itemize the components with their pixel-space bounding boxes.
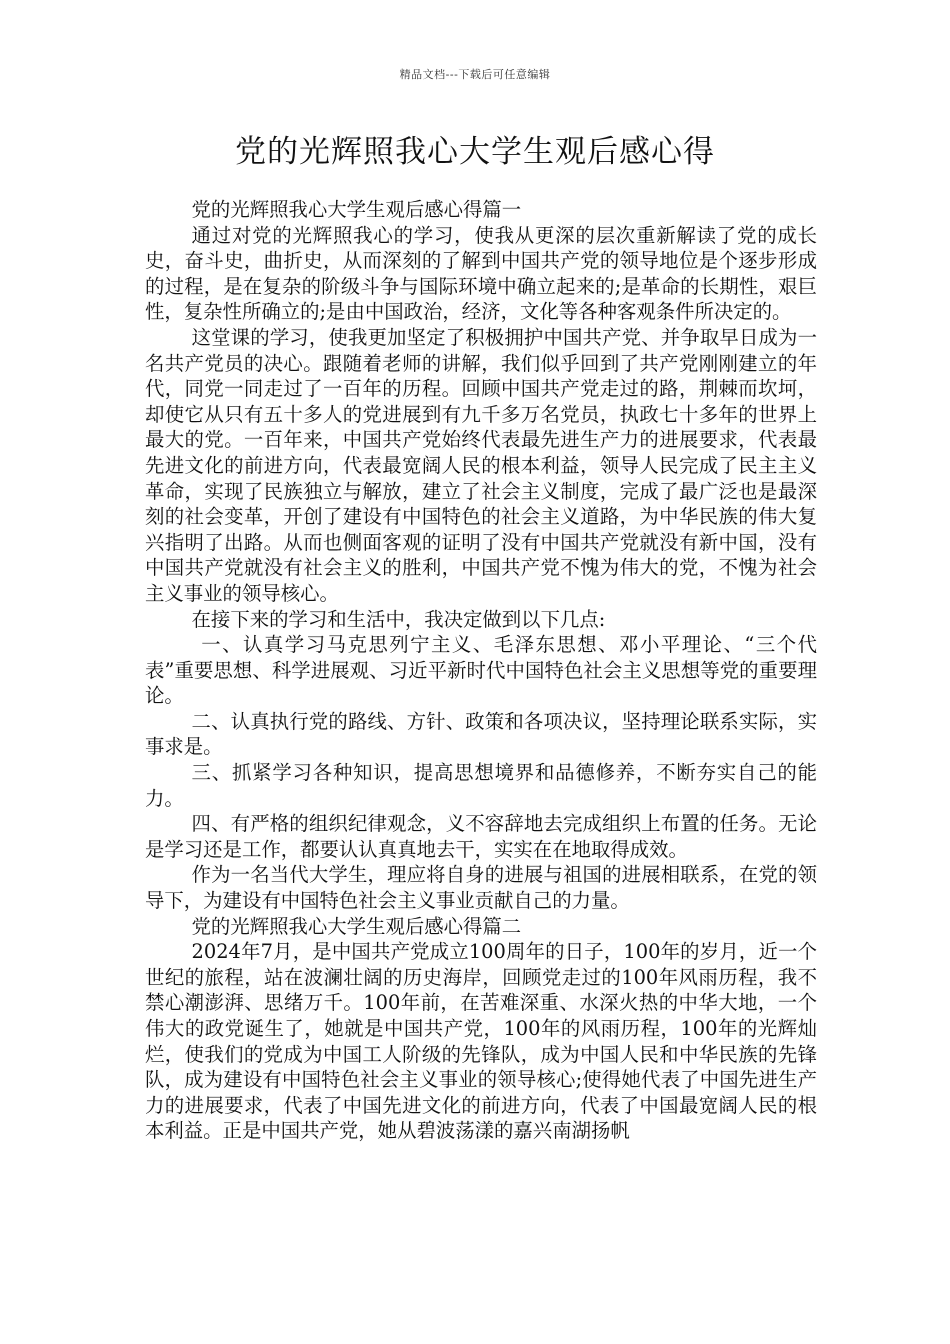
list-item: 一、认真学习马克思列宁主义、毛泽东思想、邓小平理论、“三个代表”重要思想、科学进展观、习近平新时代中国特色社会主义思想等党的重要理论。 <box>145 633 817 708</box>
list-item: 四、有严格的组织纪律观念，义不容辞地去完成组织上布置的任务。无论是学习还是工作，都要认认真真地去干，实实在在地取得成效。 <box>145 812 817 861</box>
section-heading-2: 党的光辉照我心大学生观后感心得篇二 <box>191 914 522 938</box>
header-note: 精品文档---下载后可任意编辑 <box>399 68 551 81</box>
section-heading-1: 党的光辉照我心大学生观后感心得篇一 <box>191 198 522 221</box>
paragraph: 通过对党的光辉照我心的学习，使我从更深的层次重新解读了党的成长史，奋斗史，曲折史，从而深刻的了解到中国共产党的领导地位是个逐步形成的过程，是在复杂的阶级斗争与国际环境中确立起来的;是革命的长期性，艰巨性，复杂性所确立的;是由中国政治，经济，文化等各种客观条件所决定的。 <box>145 223 817 324</box>
paragraph: 这堂课的学习，使我更加坚定了积极拥护中国共产党、并争取早日成为一名共产党员的决心。跟随着老师的讲解，我们似乎回到了共产党刚刚建立的年代，同党一同走过了一百年的历程。回顾中国共产党走过的路，荆棘而坎坷，却使它从只有五十多人的党进展到有九千多万名党员，执政七十多年的世界上最大的党。一百年来，中国共产党始终代表最先进生产力的进展要求，代表最先进文化的前进方向，代表最宽阔人民的根本利益，领导人民完成了民主主义革命，实现了民族独立与解放，建立了社会主义制度，完成了最广泛也是最深刻的社会变革，开创了建设有中国特色的社会主义道路，为中华民族的伟大复兴指明了出路。从而也侧面客观的证明了没有中国共产党就没有新中国，没有中国共产党就没有社会主义的胜利，中国共产党不愧为伟大的党，不愧为社会主义事业的领导核心。 <box>145 325 817 605</box>
paragraph: 在接下来的学习和生活中，我决定做到以下几点: <box>191 607 606 631</box>
document-body <box>145 197 817 1144</box>
paragraph: 2024年7月，是中国共产党成立100周年的日子，100年的岁月，近一个世纪的旅程，站在波澜壮阔的历史海岸，回顾党走过的100年风雨历程，我不禁心潮澎湃、思绪万千。100年前，在苦难深重、水深火热的中华大地，一个伟大的政党诞生了，她就是中国共产党，100年的风雨历程，100年的光辉灿烂，使我们的党成为中国工人阶级的先锋队，成为中国人民和中华民族的先锋队，成为建设有中国特色社会主义事业的领导核心;使得她代表了中国先进生产力的进展要求，代表了中国先进文化的前进方向，代表了中国最宽阔人民的根本利益。正是中国共产党，她从碧波荡漾的嘉兴南湖扬帆 <box>145 940 817 1143</box>
list-item: 二、认真执行党的路线、方针、政策和各项决议，坚持理论联系实际，实事求是。 <box>145 709 817 759</box>
list-item: 三、抓紧学习各种知识，提高思想境界和品德修养，不断夯实自己的能力。 <box>145 761 817 810</box>
document-title: 党的光辉照我心大学生观后感心得 <box>235 134 715 170</box>
paragraph: 作为一名当代大学生，理应将自身的进展与祖国的进展相联系，在党的领导下，为建设有中国特色社会主义事业贡献自己的力量。 <box>145 863 817 913</box>
